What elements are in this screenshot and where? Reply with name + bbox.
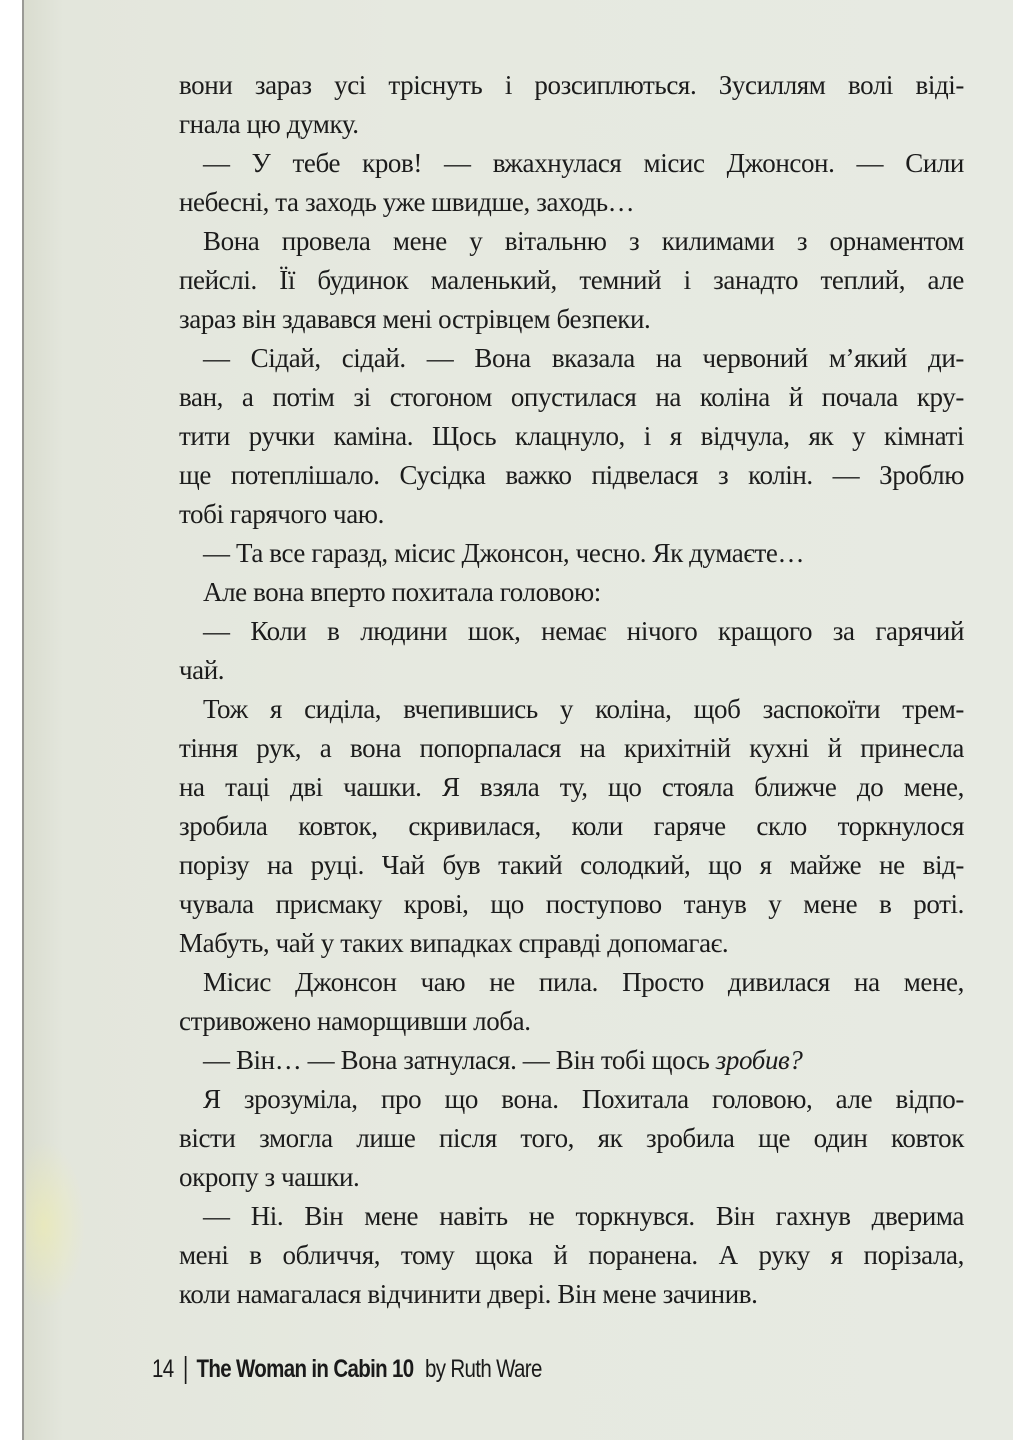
text-line — [179, 1119, 964, 1158]
text-line-content: ще потеплішало. Сусідка важко підвелася з колін. — Зроблю — [179, 460, 964, 490]
text-line-content: Мабуть, чай у таких випадках справді допомагає. — [179, 928, 729, 958]
text-line-content: чувала присмаку крові, що поступово танув у мене в роті. — [179, 889, 964, 919]
text-line — [179, 144, 964, 183]
text-line-content: — Коли в людини шок, немає нічого кращого за гарячий — [203, 616, 964, 646]
text-line — [179, 729, 964, 768]
text-line — [179, 534, 964, 573]
text-line — [179, 261, 964, 300]
text-line — [179, 66, 964, 105]
text-line — [179, 846, 964, 885]
text-line — [179, 456, 964, 495]
text-line-content: коли намагалася відчинити двері. Він мене зачинив. — [179, 1279, 758, 1309]
text-line — [179, 183, 964, 222]
text-line-content: — Сідай, сідай. — Вона вказала на червоний м’який ди- — [203, 343, 964, 373]
text-line-content: пейслі. Її будинок маленький, темний і занадто теплий, але — [179, 265, 964, 295]
text-line-content: зробила ковток, скривилася, коли гаряче скло торкнулося — [179, 811, 964, 841]
text-line — [179, 924, 964, 963]
text-line — [179, 885, 964, 924]
book-page — [22, 0, 1013, 1440]
text-line — [179, 1041, 964, 1080]
text-line — [179, 105, 964, 144]
text-line-content: Тож я сиділа, вчепившись у коліна, щоб заспокоїти трем- — [203, 694, 964, 724]
text-line — [179, 222, 964, 261]
page-footer — [152, 1355, 542, 1384]
text-line-content: — Та все гаразд, місис Джонсон, чесно. Як думаєте… — [203, 538, 805, 568]
text-line-content: тобі гарячого чаю. — [179, 499, 384, 529]
text-line-content: тіння рук, а вона попорпалася на крихітній кухні й принесла — [179, 733, 964, 763]
text-line-content: окропу з чашки. — [179, 1162, 360, 1192]
text-line — [179, 1197, 964, 1236]
text-line — [179, 573, 964, 612]
text-line-content: мені в обличчя, тому щока й поранена. А руку я порізала, — [179, 1240, 964, 1270]
text-line — [179, 651, 964, 690]
text-line — [179, 963, 964, 1002]
page-number: 14 — [152, 1355, 174, 1383]
body-text — [179, 66, 964, 1314]
text-line-content: зараз він здавався мені острівцем безпеки. — [179, 304, 651, 334]
text-line-content: гнала цю думку. — [179, 109, 359, 139]
text-line — [179, 1002, 964, 1041]
text-line — [179, 612, 964, 651]
text-line-content: — У тебе кров! — вжахнулася місис Джонсон. — Сили — [203, 148, 964, 178]
italic-emphasis: зробив? — [715, 1045, 803, 1075]
light-glare — [26, 1140, 86, 1310]
text-line — [179, 1158, 964, 1197]
text-line — [179, 690, 964, 729]
text-line-content: — Він… — Вона затнулася. — Він тобі щось — [203, 1045, 716, 1075]
text-line — [179, 1275, 964, 1314]
text-line-content: вісти змогла лише після того, як зробила ще один ковток — [179, 1123, 964, 1153]
text-line-content: Місис Джонсон чаю не пила. Просто дивилася на мене, — [203, 967, 964, 997]
text-line-content: Я зрозуміла, про що вона. Похитала головою, але відпо- — [203, 1084, 964, 1114]
text-line-content: чай. — [179, 655, 225, 685]
footer-separator — [185, 1356, 187, 1384]
text-line — [179, 378, 964, 417]
text-line-content: стривожено наморщивши лоба. — [179, 1006, 531, 1036]
text-line — [179, 495, 964, 534]
text-line — [179, 807, 964, 846]
text-line-content: Але вона вперто похитала головою: — [203, 577, 601, 607]
text-line-content: Вона провела мене у вітальню з килимами з орнаментом — [203, 226, 964, 256]
text-line-content: тити ручки каміна. Щось клацнуло, і я відчула, як у кімнаті — [179, 421, 964, 451]
text-line-content: — Ні. Він мене навіть не торкнувся. Він гахнув дверима — [203, 1201, 964, 1231]
text-line-content: порізу на руці. Чай був такий солодкий, що я майже не від- — [179, 850, 964, 880]
text-line — [179, 1080, 964, 1119]
text-line — [179, 300, 964, 339]
text-line — [179, 768, 964, 807]
text-line-content: на таці дві чашки. Я взяла ту, що стояла ближче до мене, — [179, 772, 964, 802]
text-line-content: небесні, та заходь уже швидше, заходь… — [179, 187, 635, 217]
text-line — [179, 339, 964, 378]
text-line — [179, 1236, 964, 1275]
book-author: by Ruth Ware — [425, 1355, 542, 1383]
text-line — [179, 417, 964, 456]
text-line-content: ван, а потім зі стогоном опустилася на коліна й почала кру- — [179, 382, 964, 412]
book-title: The Woman in Cabin 10 — [196, 1355, 414, 1383]
text-line-content: вони зараз усі тріснуть і розсиплються. Зусиллям волі віді- — [179, 70, 964, 100]
